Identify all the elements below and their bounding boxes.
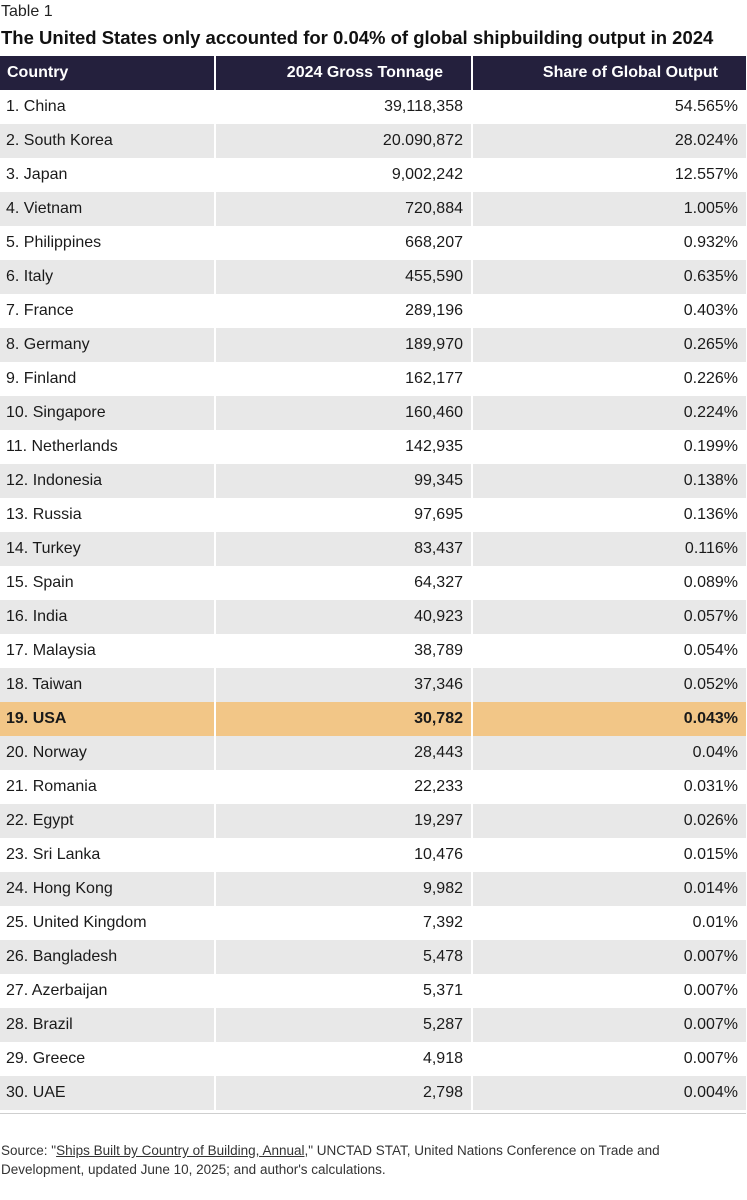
country-cell: 9. Finland [0,362,215,396]
column-header-tonnage: 2024 Gross Tonnage [215,56,472,90]
tonnage-cell: 83,437 [215,532,472,566]
tonnage-cell: 160,460 [215,396,472,430]
tonnage-cell: 9,002,242 [215,158,472,192]
share-cell: 0.052% [472,668,746,702]
country-cell: 11. Netherlands [0,430,215,464]
share-cell: 54.565% [472,90,746,124]
share-cell: 0.403% [472,294,746,328]
table-row [0,464,746,498]
tonnage-cell: 2,798 [215,1076,472,1110]
share-cell: 0.007% [472,1008,746,1042]
country-cell: 23. Sri Lanka [0,838,215,872]
table-row [0,566,746,600]
country-cell: 3. Japan [0,158,215,192]
country-cell: 7. France [0,294,215,328]
country-cell: 13. Russia [0,498,215,532]
tonnage-cell: 668,207 [215,226,472,260]
share-cell: 0.031% [472,770,746,804]
table-title: The United States only accounted for 0.04% of global shipbuilding output in 2024 [1,27,714,48]
source-note [1,1141,741,1179]
table-row [0,192,746,226]
divider [0,1113,746,1114]
country-cell: 22. Egypt [0,804,215,838]
country-cell: 10. Singapore [0,396,215,430]
tonnage-cell: 4,918 [215,1042,472,1076]
tonnage-cell: 289,196 [215,294,472,328]
share-cell: 0.007% [472,1042,746,1076]
share-cell: 12.557% [472,158,746,192]
table-row [0,430,746,464]
share-cell: 0.224% [472,396,746,430]
tonnage-cell: 162,177 [215,362,472,396]
share-cell: 0.043% [472,702,746,736]
table-body [0,90,746,1110]
share-cell: 0.136% [472,498,746,532]
tonnage-cell: 9,982 [215,872,472,906]
source-prefix: Source: " [1,1143,57,1158]
table-row [0,158,746,192]
table-row [0,1042,746,1076]
share-cell: 0.04% [472,736,746,770]
table-row [0,362,746,396]
tonnage-cell: 10,476 [215,838,472,872]
share-cell: 0.004% [472,1076,746,1110]
table-row [0,396,746,430]
tonnage-cell: 99,345 [215,464,472,498]
country-cell: 18. Taiwan [0,668,215,702]
table-row [0,600,746,634]
country-cell: 25. United Kingdom [0,906,215,940]
share-cell: 0.054% [472,634,746,668]
table-row [0,1076,746,1110]
tonnage-cell: 5,371 [215,974,472,1008]
tonnage-cell: 97,695 [215,498,472,532]
tonnage-cell: 5,287 [215,1008,472,1042]
table-row [0,770,746,804]
country-cell: 17. Malaysia [0,634,215,668]
country-cell: 5. Philippines [0,226,215,260]
table-row [0,736,746,770]
table-row [0,124,746,158]
tonnage-cell: 720,884 [215,192,472,226]
share-cell: 0.007% [472,940,746,974]
table-row [0,328,746,362]
shipbuilding-table [0,56,746,1110]
tonnage-cell: 20.090,872 [215,124,472,158]
share-cell: 0.635% [472,260,746,294]
table-row [0,90,746,124]
country-cell: 6. Italy [0,260,215,294]
table-row [0,498,746,532]
table-row [0,532,746,566]
tonnage-cell: 19,297 [215,804,472,838]
table-row [0,940,746,974]
country-cell: 27. Azerbaijan [0,974,215,1008]
country-cell: 4. Vietnam [0,192,215,226]
country-cell: 30. UAE [0,1076,215,1110]
share-cell: 0.014% [472,872,746,906]
table-row [0,974,746,1008]
tonnage-cell: 40,923 [215,600,472,634]
source-link[interactable]: Ships Built by Country of Building, Annual [56,1143,305,1158]
table-row [0,294,746,328]
tonnage-cell: 7,392 [215,906,472,940]
country-cell: 21. Romania [0,770,215,804]
table-row [0,634,746,668]
tonnage-cell: 5,478 [215,940,472,974]
tonnage-cell: 28,443 [215,736,472,770]
share-cell: 0.226% [472,362,746,396]
tonnage-cell: 38,789 [215,634,472,668]
country-cell: 20. Norway [0,736,215,770]
table-row [0,906,746,940]
share-cell: 0.932% [472,226,746,260]
table-row [0,226,746,260]
column-header-country: Country [0,56,215,90]
country-cell: 19. USA [0,702,215,736]
share-cell: 0.057% [472,600,746,634]
country-cell: 16. India [0,600,215,634]
country-cell: 1. China [0,90,215,124]
country-cell: 24. Hong Kong [0,872,215,906]
tonnage-cell: 37,346 [215,668,472,702]
share-cell: 0.265% [472,328,746,362]
share-cell: 0.089% [472,566,746,600]
table-row [0,872,746,906]
table-row [0,668,746,702]
tonnage-cell: 64,327 [215,566,472,600]
table-row [0,804,746,838]
tonnage-cell: 30,782 [215,702,472,736]
share-cell: 0.015% [472,838,746,872]
country-cell: 2. South Korea [0,124,215,158]
country-cell: 28. Brazil [0,1008,215,1042]
tonnage-cell: 39,118,358 [215,90,472,124]
country-cell: 29. Greece [0,1042,215,1076]
header-row [0,56,746,90]
source-suffix: ," UNCTAD STAT, United Nations Conference on Trade and Development, updated June 10, 2025; and author's calculations. [1,1143,660,1177]
share-cell: 28.024% [472,124,746,158]
country-cell: 12. Indonesia [0,464,215,498]
share-cell: 0.138% [472,464,746,498]
tonnage-cell: 142,935 [215,430,472,464]
share-cell: 0.116% [472,532,746,566]
country-cell: 26. Bangladesh [0,940,215,974]
share-cell: 0.007% [472,974,746,1008]
table-row [0,702,746,736]
column-header-share: Share of Global Output [472,56,746,90]
country-cell: 15. Spain [0,566,215,600]
country-cell: 8. Germany [0,328,215,362]
tonnage-cell: 189,970 [215,328,472,362]
tonnage-cell: 455,590 [215,260,472,294]
table-row [0,838,746,872]
table-row [0,260,746,294]
share-cell: 0.199% [472,430,746,464]
share-cell: 1.005% [472,192,746,226]
tonnage-cell: 22,233 [215,770,472,804]
table-row [0,1008,746,1042]
share-cell: 0.026% [472,804,746,838]
table-label: Table 1 [1,3,53,20]
country-cell: 14. Turkey [0,532,215,566]
share-cell: 0.01% [472,906,746,940]
